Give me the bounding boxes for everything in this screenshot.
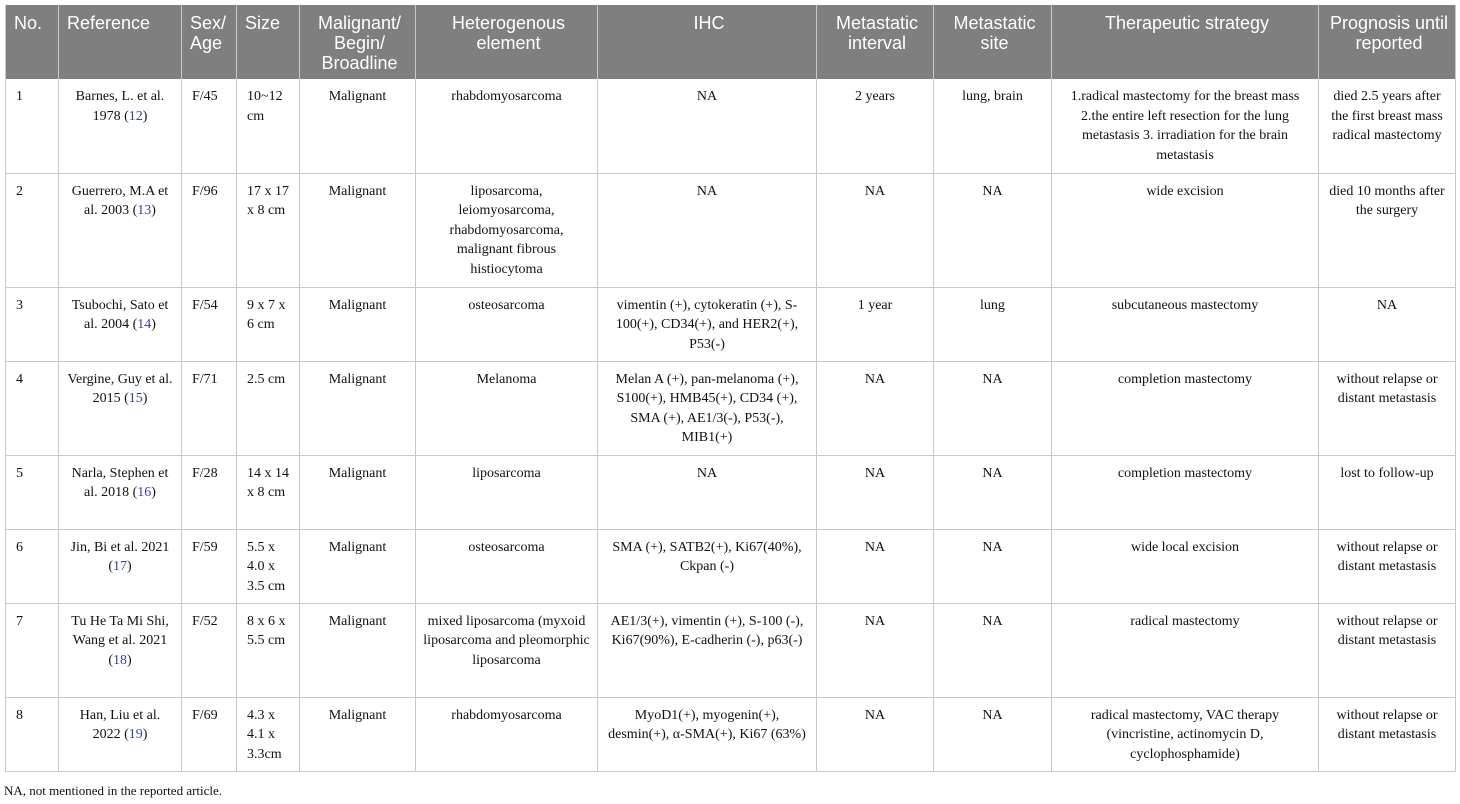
element-cell: mixed liposarcoma (myxoid liposarcoma and pleomorphic liposarcoma xyxy=(416,603,598,697)
site-cell: lung xyxy=(934,287,1052,361)
no-cell: 2 xyxy=(6,173,59,287)
interval-cell: NA xyxy=(817,361,934,455)
size-cell: 5.5 x 4.0 x 3.5 cm xyxy=(237,529,300,603)
prognosis-cell: died 2.5 years after the first breast mass radical mastectomy xyxy=(1319,79,1456,173)
interval-cell: NA xyxy=(817,603,934,697)
element-cell: liposarcoma xyxy=(416,455,598,529)
malignant-cell: Malignant xyxy=(300,603,416,697)
strategy-cell: wide local excision xyxy=(1052,529,1319,603)
citation-link[interactable]: 13 xyxy=(137,203,152,218)
table-row xyxy=(6,455,1456,529)
malignant-cell: Malignant xyxy=(300,455,416,529)
element-cell: rhabdomyosarcoma xyxy=(416,697,598,771)
malignant-cell: Malignant xyxy=(300,287,416,361)
prognosis-cell: without relapse or distant metastasis xyxy=(1319,603,1456,697)
prognosis-cell: without relapse or distant metastasis xyxy=(1319,361,1456,455)
table-row xyxy=(6,697,1456,771)
reference-name: Tu He Ta Mi Shi, Wang et al. 2021 xyxy=(71,613,169,648)
reference-name: Barnes, L. et al. 1978 xyxy=(75,89,165,124)
malignant-cell: Malignant xyxy=(300,361,416,455)
malignant-cell: Malignant xyxy=(300,173,416,287)
size-cell: 10~12 cm xyxy=(237,79,300,173)
element-cell: osteosarcoma xyxy=(416,529,598,603)
column-header: Prognosis until reported xyxy=(1319,5,1456,79)
size-cell: 9 x 7 x 6 cm xyxy=(237,287,300,361)
citation-link[interactable]: 19 xyxy=(128,727,143,742)
table-row xyxy=(6,173,1456,287)
citation-link[interactable]: 16 xyxy=(137,485,152,500)
sex-age-cell: F/52 xyxy=(182,603,237,697)
ihc-cell: SMA (+), SATB2(+), Ki67(40%), Ckpan (-) xyxy=(598,529,817,603)
strategy-cell: completion mastectomy xyxy=(1052,361,1319,455)
column-header: Metastatic interval xyxy=(817,5,934,79)
footnote: NA, not mentioned in the reported article. xyxy=(4,783,223,798)
reference-cell: Vergine, Guy et al. 2015 (15) xyxy=(59,361,182,455)
no-cell: 6 xyxy=(6,529,59,603)
strategy-cell: wide excision xyxy=(1052,173,1319,287)
reference-name: Han, Liu et al. 2022 xyxy=(79,707,161,742)
site-cell: NA xyxy=(934,361,1052,455)
citation-link[interactable]: 12 xyxy=(128,108,143,124)
column-header: Heterogenous element xyxy=(416,5,598,79)
size-cell: 8 x 6 x 5.5 cm xyxy=(237,603,300,697)
reference-cell: Tsubochi, Sato et al. 2004 (14) xyxy=(59,287,182,361)
table-container xyxy=(5,5,1455,772)
sex-age-cell: F/54 xyxy=(182,287,237,361)
reference-cell: Han, Liu et al. 2022 (19) xyxy=(59,697,182,771)
column-header: Reference xyxy=(59,5,182,79)
column-header: Metastatic site xyxy=(934,5,1052,79)
reference-name: Vergine, Guy et al. 2015 xyxy=(67,371,173,406)
strategy-cell: subcutaneous mastectomy xyxy=(1052,287,1319,361)
ihc-cell: AE1/3(+), vimentin (+), S-100 (-), Ki67(90%), E-cadherin (-), p63(-) xyxy=(598,603,817,697)
prognosis-cell: lost to follow-up xyxy=(1319,455,1456,529)
no-cell: 4 xyxy=(6,361,59,455)
element-cell: Melanoma xyxy=(416,361,598,455)
no-cell: 8 xyxy=(6,697,59,771)
no-cell: 7 xyxy=(6,603,59,697)
size-cell: 2.5 cm xyxy=(237,361,300,455)
no-cell: 1 xyxy=(6,79,59,173)
site-cell: NA xyxy=(934,173,1052,287)
column-header: No. xyxy=(6,5,59,79)
sex-age-cell: F/71 xyxy=(182,361,237,455)
strategy-cell: 1.radical mastectomy for the breast mass 2.the entire left resection for the lung metastasis 3. irradiation for the brain metastasis xyxy=(1052,79,1319,173)
reference-name: Tsubochi, Sato et al. 2004 xyxy=(71,297,169,332)
strategy-cell: completion mastectomy xyxy=(1052,455,1319,529)
reference-name: Guerrero, M.A et al. 2003 xyxy=(71,183,169,218)
header-row xyxy=(6,5,1456,79)
prognosis-cell: died 10 months after the surgery xyxy=(1319,173,1456,287)
citation-link[interactable]: 14 xyxy=(137,317,152,332)
reference-cell: Tu He Ta Mi Shi, Wang et al. 2021 (18) xyxy=(59,603,182,697)
reference-cell: Narla, Stephen et al. 2018 (16) xyxy=(59,455,182,529)
element-cell: osteosarcoma xyxy=(416,287,598,361)
citation-link[interactable]: 15 xyxy=(128,391,143,406)
prognosis-cell: NA xyxy=(1319,287,1456,361)
ihc-cell: NA xyxy=(598,79,817,173)
interval-cell: 2 years xyxy=(817,79,934,173)
no-cell: 3 xyxy=(6,287,59,361)
malignant-cell: Malignant xyxy=(300,79,416,173)
interval-cell: NA xyxy=(817,173,934,287)
reference-cell: Guerrero, M.A et al. 2003 (13) xyxy=(59,173,182,287)
site-cell: NA xyxy=(934,455,1052,529)
site-cell: lung, brain xyxy=(934,79,1052,173)
element-cell: rhabdomyosarcoma xyxy=(416,79,598,173)
column-header: Therapeutic strategy xyxy=(1052,5,1319,79)
ihc-cell: NA xyxy=(598,173,817,287)
interval-cell: NA xyxy=(817,529,934,603)
site-cell: NA xyxy=(934,697,1052,771)
interval-cell: NA xyxy=(817,697,934,771)
interval-cell: NA xyxy=(817,455,934,529)
reference-name: Narla, Stephen et al. 2018 xyxy=(71,465,169,500)
column-header: Sex/ Age xyxy=(182,5,237,79)
case-table xyxy=(5,5,1456,772)
malignant-cell: Malignant xyxy=(300,697,416,771)
site-cell: NA xyxy=(934,529,1052,603)
size-cell: 17 x 17 x 8 cm xyxy=(237,173,300,287)
ihc-cell: MyoD1(+), myogenin(+), desmin(+), α-SMA(+), Ki67 (63%) xyxy=(598,697,817,771)
table-row xyxy=(6,79,1456,173)
column-header: Size xyxy=(237,5,300,79)
reference-cell: Jin, Bi et al. 2021 (17) xyxy=(59,529,182,603)
reference-name: Jin, Bi et al. 2021 xyxy=(70,539,170,555)
table-body xyxy=(6,79,1456,771)
strategy-cell: radical mastectomy xyxy=(1052,603,1319,697)
citation-link[interactable]: 18 xyxy=(113,652,127,668)
column-header: Malignant/ Begin/ Broadline xyxy=(300,5,416,79)
size-cell: 14 x 14 x 8 cm xyxy=(237,455,300,529)
column-header: IHC xyxy=(598,5,817,79)
interval-cell: 1 year xyxy=(817,287,934,361)
size-cell: 4.3 x 4.1 x 3.3cm xyxy=(237,697,300,771)
sex-age-cell: F/59 xyxy=(182,529,237,603)
table-row xyxy=(6,529,1456,603)
ihc-cell: vimentin (+), cytokeratin (+), S-100(+), CD34(+), and HER2(+), P53(-) xyxy=(598,287,817,361)
table-row xyxy=(6,361,1456,455)
strategy-cell: radical mastectomy, VAC therapy (vincristine, actinomycin D, cyclophosphamide) xyxy=(1052,697,1319,771)
sex-age-cell: F/28 xyxy=(182,455,237,529)
element-cell: liposarcoma, leiomyosarcoma, rhabdomyosarcoma, malignant fibrous histiocytoma xyxy=(416,173,598,287)
site-cell: NA xyxy=(934,603,1052,697)
sex-age-cell: F/69 xyxy=(182,697,237,771)
prognosis-cell: without relapse or distant metastasis xyxy=(1319,697,1456,771)
table-row xyxy=(6,603,1456,697)
citation-link[interactable]: 17 xyxy=(113,559,127,574)
sex-age-cell: F/96 xyxy=(182,173,237,287)
reference-cell: Barnes, L. et al. 1978 (12) xyxy=(59,79,182,173)
ihc-cell: NA xyxy=(598,455,817,529)
no-cell: 5 xyxy=(6,455,59,529)
table-row xyxy=(6,287,1456,361)
ihc-cell: Melan A (+), pan-melanoma (+), S100(+), HMB45(+), CD34 (+), SMA (+), AE1/3(-), P53(-), MIB1(+) xyxy=(598,361,817,455)
prognosis-cell: without relapse or distant metastasis xyxy=(1319,529,1456,603)
malignant-cell: Malignant xyxy=(300,529,416,603)
sex-age-cell: F/45 xyxy=(182,79,237,173)
